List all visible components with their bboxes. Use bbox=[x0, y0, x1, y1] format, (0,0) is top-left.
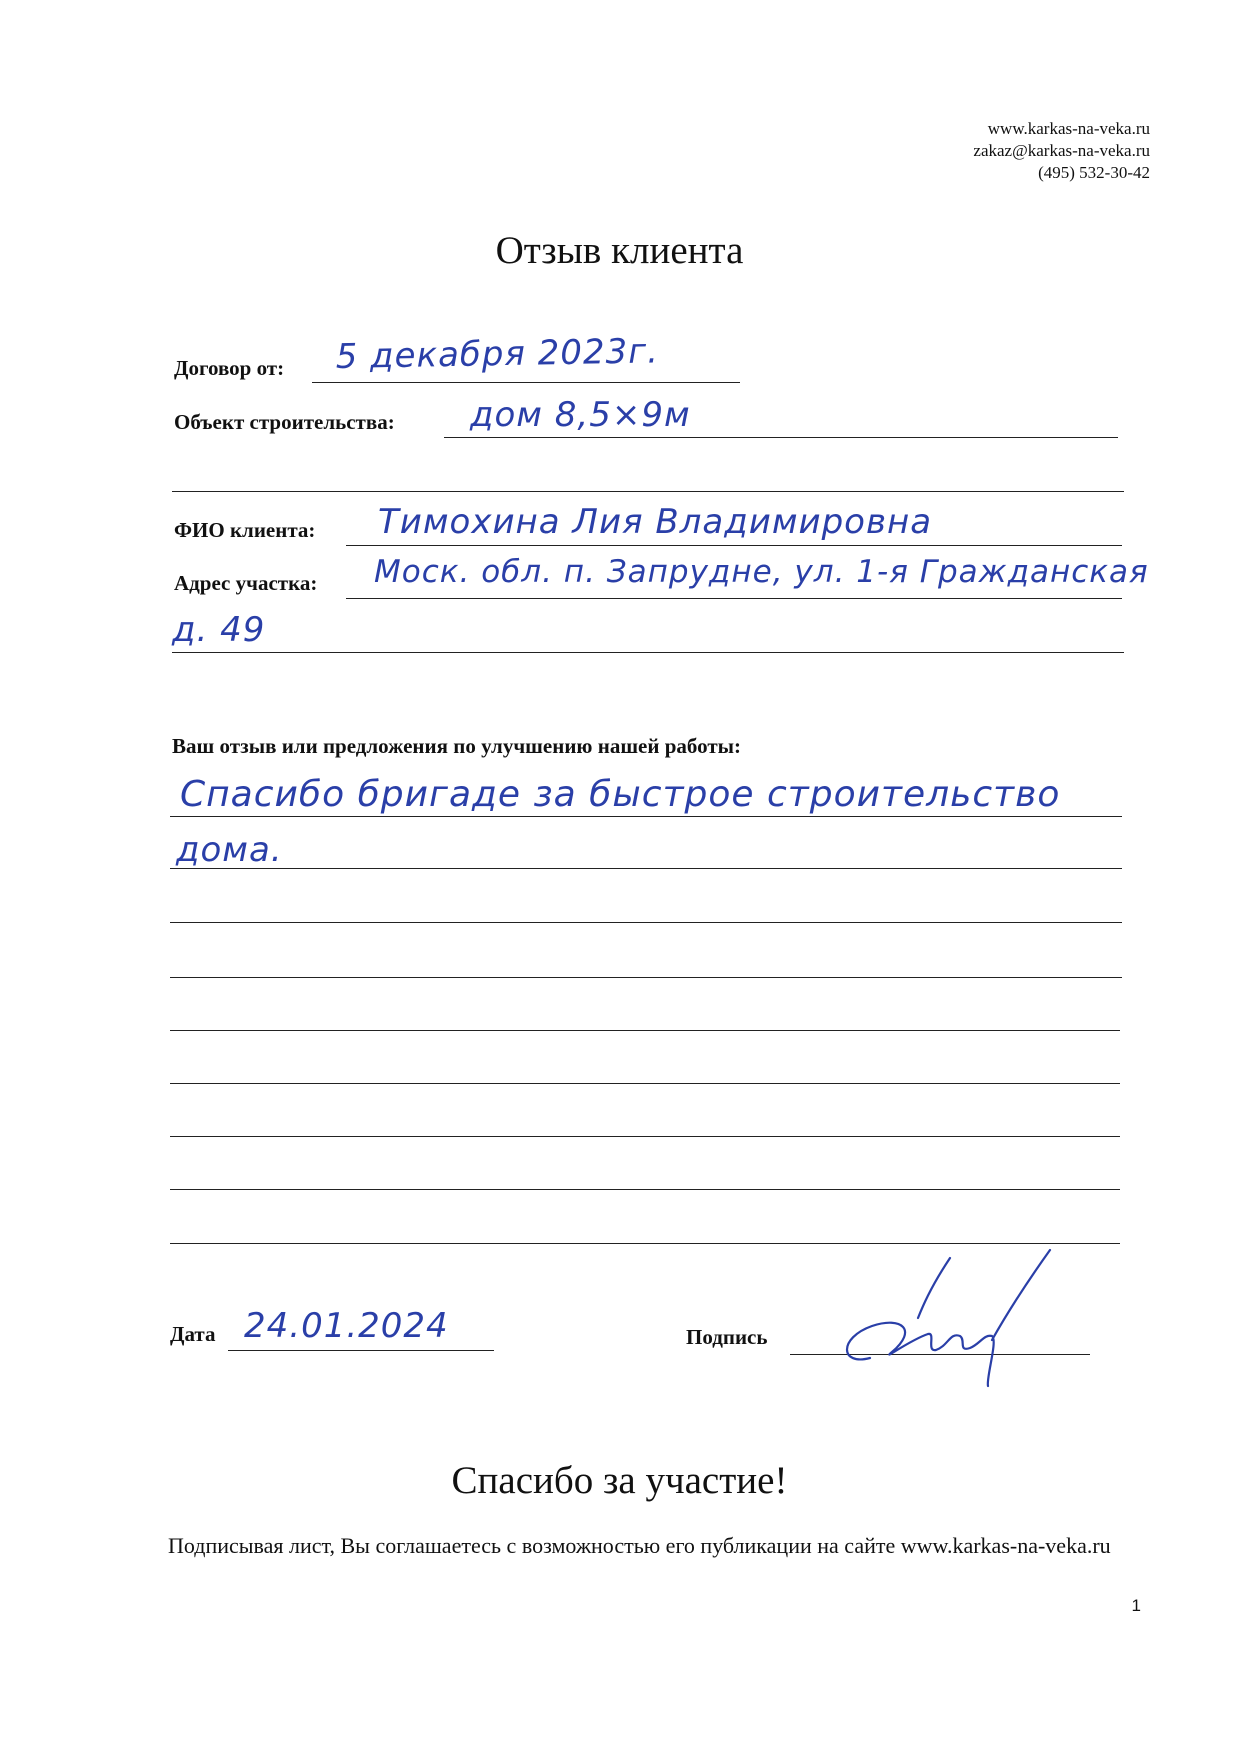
feedback-line bbox=[170, 1030, 1120, 1031]
feedback-line2: дома. bbox=[176, 830, 283, 870]
feedback-line bbox=[170, 977, 1122, 978]
object-value: дом 8,5×9м bbox=[470, 395, 691, 435]
thanks-heading: Спасибо за участие! bbox=[451, 1459, 788, 1502]
client-label: ФИО клиента: bbox=[174, 518, 316, 542]
feedback-line bbox=[170, 922, 1122, 923]
address-label: Адрес участка: bbox=[174, 571, 318, 595]
contract-label: Договор от: bbox=[174, 356, 285, 380]
contact-phone: (495) 532-30-42 bbox=[1038, 163, 1150, 182]
feedback-line bbox=[170, 1136, 1120, 1137]
handwritten-signature bbox=[810, 1248, 1060, 1398]
date-value: 24.01.2024 bbox=[244, 1306, 449, 1346]
object-label: Объект строительства: bbox=[174, 410, 395, 434]
contact-email: zakaz@karkas-na-veka.ru bbox=[973, 141, 1150, 160]
feedback-line bbox=[170, 816, 1122, 817]
feedback-label: Ваш отзыв или предложения по улучшению нашей работы: bbox=[172, 734, 742, 758]
feedback-line1: Спасибо бригаде за быстрое строительство bbox=[180, 774, 1061, 815]
client-line bbox=[346, 545, 1122, 546]
date-label: Дата bbox=[170, 1322, 216, 1346]
client-value: Тимохина Лия Владимировна bbox=[378, 502, 933, 542]
page-title: Отзыв клиента bbox=[495, 229, 744, 272]
feedback-line bbox=[170, 1189, 1120, 1190]
publication-notice: Подписывая лист, Вы соглашаетесь с возможностью его публикации на сайте www.karkas-na-veka.ru bbox=[168, 1533, 1111, 1558]
address-value-line1: Моск. обл. п. Запрудне, ул. 1-я Гражданская bbox=[374, 554, 1149, 590]
object-line bbox=[444, 437, 1118, 438]
contact-block bbox=[973, 118, 1150, 184]
feedback-line bbox=[170, 1243, 1120, 1244]
feedback-line bbox=[170, 868, 1122, 869]
contract-line bbox=[312, 382, 740, 383]
object-line-2 bbox=[172, 491, 1124, 492]
feedback-line bbox=[170, 1083, 1120, 1084]
address-line-2 bbox=[172, 652, 1124, 653]
page-number: 1 bbox=[1131, 1596, 1141, 1615]
address-line bbox=[346, 598, 1122, 599]
contact-website: www.karkas-na-veka.ru bbox=[987, 119, 1150, 138]
signature-label: Подпись bbox=[686, 1325, 768, 1349]
date-line bbox=[228, 1350, 494, 1351]
contract-value: 5 декабря 2023г. bbox=[335, 331, 660, 377]
signature-stroke bbox=[847, 1250, 1050, 1386]
address-value-line2: д. 49 bbox=[172, 610, 266, 650]
